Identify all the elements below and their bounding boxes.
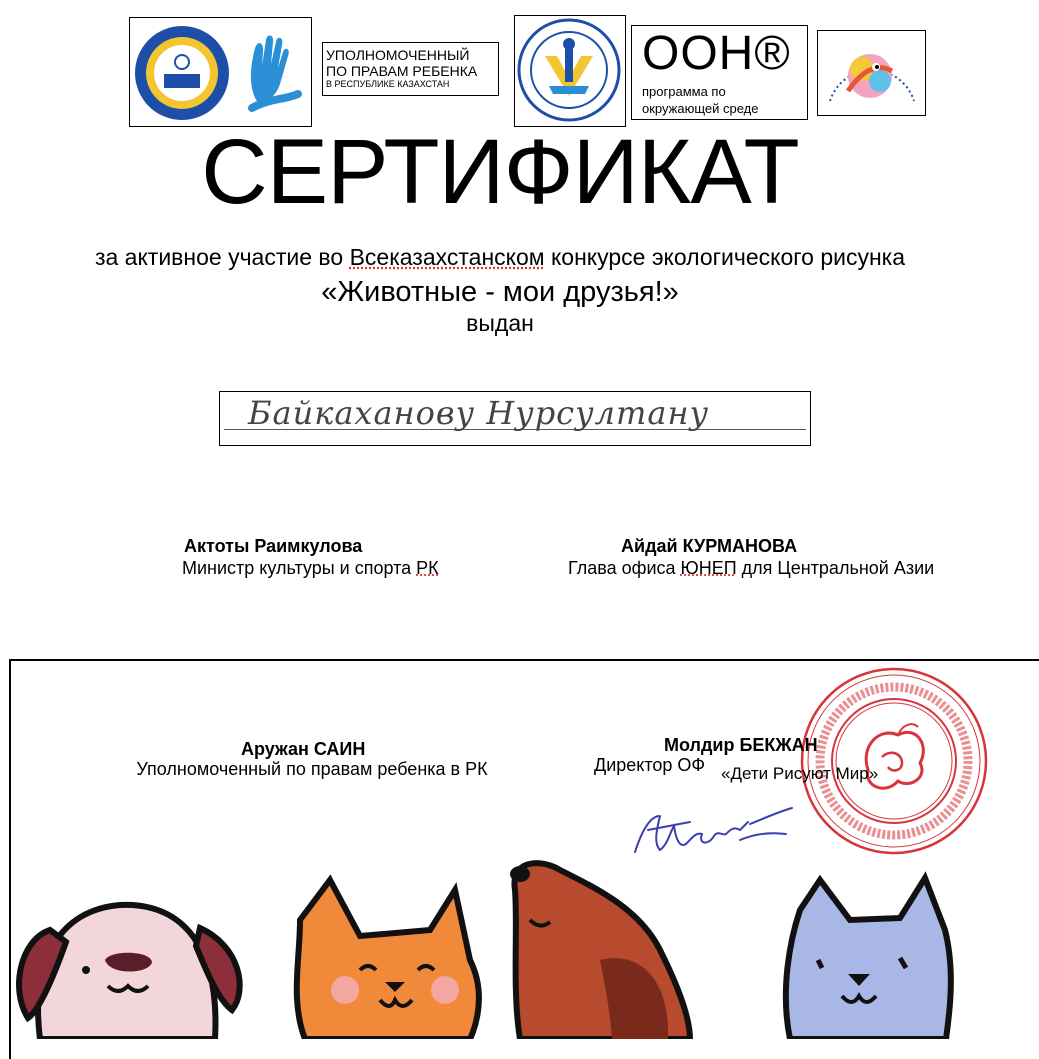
signatory-2-name: Айдай КУРМАНОВА <box>621 536 798 556</box>
ministry-emblem-icon <box>130 18 310 125</box>
signatory-4-org: «Дети Рисуют Мир» <box>721 764 879 783</box>
culture-emblem-icon <box>515 16 624 125</box>
issued-label: выдан <box>466 310 534 336</box>
ombudsman-line3: В РЕСПУБЛИКЕ КАЗАХСТАН <box>326 79 450 90</box>
signatory-3-role: Уполномоченный по правам ребенка в РК <box>136 759 488 779</box>
children-draw-emblem-icon <box>818 31 924 114</box>
signatory-4-role: Директор ОФ <box>594 755 706 775</box>
intro-text: за активное участие во Всеказахстанском конкурсе экологического рисунка <box>94 244 906 270</box>
recipient-name: Байкаханову Нурсултану <box>248 394 710 432</box>
animals-icon <box>0 850 1039 1039</box>
signatory-4-name: Молдир БЕКЖАН <box>664 735 818 755</box>
ministry-logo-box <box>129 17 312 127</box>
signatory-3-name: Аружан САИН <box>241 739 366 759</box>
signatory-1-name: Актоты Раимкулова <box>184 536 363 556</box>
ombudsman-line1: УПОЛНОМОЧЕННЫЙ <box>326 47 470 63</box>
blue-cat-icon <box>786 878 951 1039</box>
pink-dog-icon <box>19 905 240 1039</box>
signatory-2-role: Глава офиса ЮНЕП для Центральной Азии <box>568 558 935 578</box>
brown-dog-icon <box>510 863 690 1039</box>
certificate-title: СЕРТИФИКАТ <box>201 121 799 223</box>
stamp-icon <box>798 665 990 857</box>
contest-name: «Животные - мои друзья!» <box>321 276 679 308</box>
ombudsman-label-box <box>322 42 499 96</box>
animal-illustrations <box>0 850 1039 1039</box>
ombudsman-line2: ПО ПРАВАМ РЕБЕНКА <box>326 63 478 80</box>
unep-subtitle: программа по окружающей среде <box>642 84 759 116</box>
unep-brand: ООН® <box>642 27 791 80</box>
signatory-1-role: Министр культуры и спорта РК <box>182 558 439 578</box>
children-draw-logo-box <box>817 30 926 116</box>
unep-logo-box <box>631 25 808 120</box>
recipient-name-box <box>219 391 811 446</box>
culture-ministry-logo-box <box>514 15 626 127</box>
orange-cat-icon <box>297 880 479 1039</box>
official-stamp <box>798 665 990 857</box>
